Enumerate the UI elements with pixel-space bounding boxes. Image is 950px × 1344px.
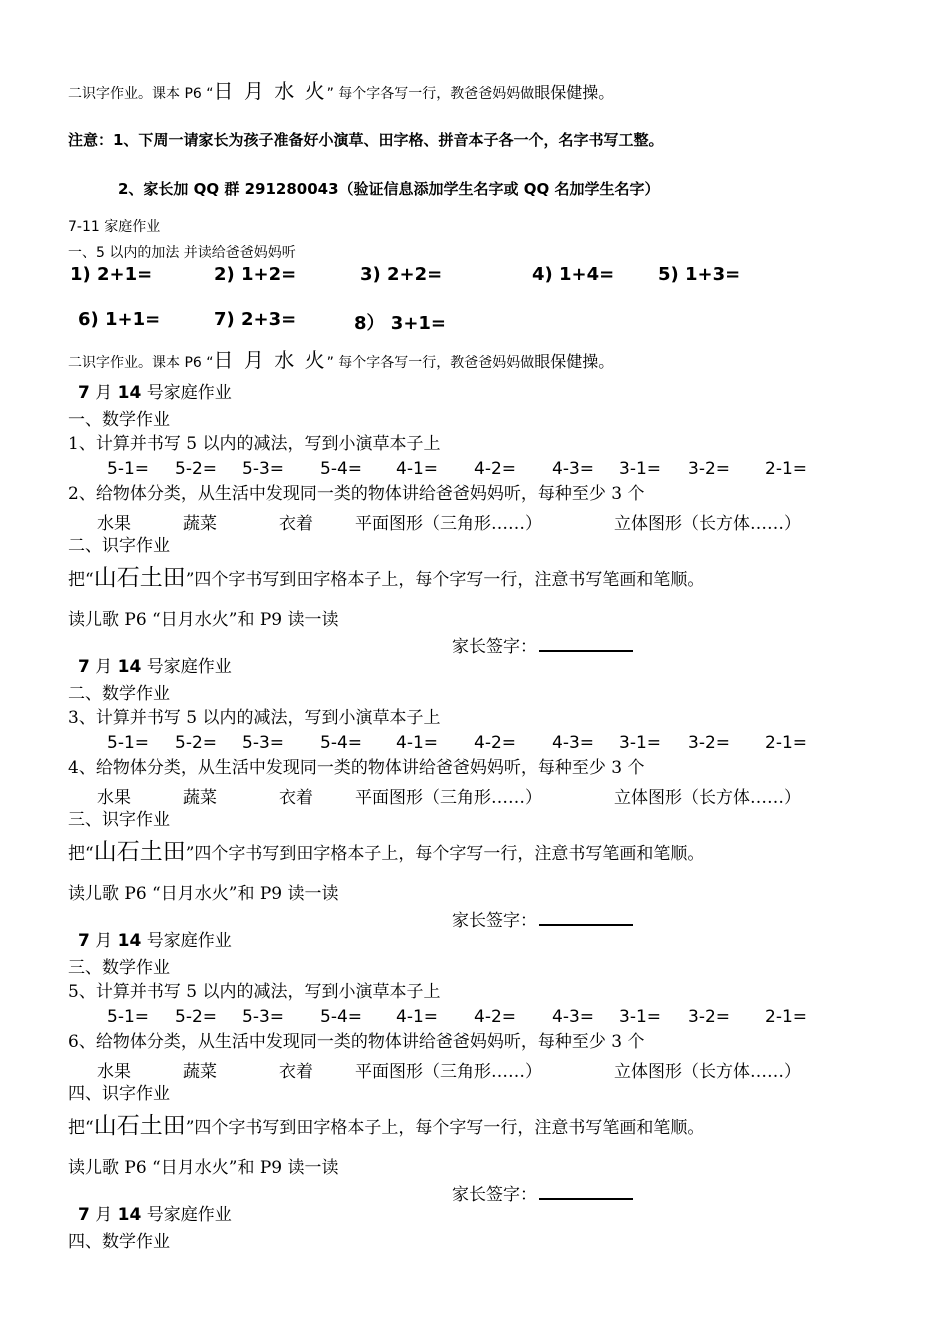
- hw-711-task2: [68, 348, 614, 372]
- subtraction-item: 5-2=: [175, 733, 218, 753]
- subtraction-item: 5-3=: [242, 1007, 285, 1027]
- title-suffix: 号家庭作业: [146, 931, 232, 951]
- addition-item: 1) 2+1=: [70, 264, 153, 285]
- subtraction-item: 5-1=: [107, 459, 150, 479]
- section-3-calc: 5、计算并书写 5 以内的减法，写到小演草本子上: [68, 982, 441, 1002]
- category-item: 衣着: [279, 1062, 313, 1082]
- subtraction-item: 4-3=: [552, 1007, 595, 1027]
- section-3-write: [68, 1113, 704, 1141]
- subtraction-item: 5-2=: [175, 459, 218, 479]
- category-item: 立体图形（长方体……）: [614, 514, 801, 534]
- title-num: 7: [78, 383, 90, 403]
- title-num: 7: [78, 657, 90, 677]
- subtraction-item: 3-2=: [688, 459, 731, 479]
- category-item: 蔬菜: [183, 788, 217, 808]
- addition-item: 7) 2+3=: [214, 309, 297, 330]
- title-suffix: 号家庭作业: [146, 1205, 232, 1225]
- category-item: 立体图形（长方体……）: [614, 788, 801, 808]
- section-3-parent-signature: [452, 1180, 633, 1205]
- category-item: 水果: [97, 1062, 131, 1082]
- subtraction-item: 5-4=: [320, 733, 363, 753]
- subtraction-item: 3-2=: [688, 1007, 731, 1027]
- subtraction-item: 5-1=: [107, 733, 150, 753]
- section-3-read: 读儿歌 P6 “日月水火”和 P9 读一读: [68, 1158, 339, 1178]
- category-item: 立体图形（长方体……）: [614, 1062, 801, 1082]
- intro-mid: ” 每个字各写一行，教爸爸妈妈做: [326, 86, 535, 102]
- write-suffix: ”四个字书写到田字格本子上，每个字写一行，注意书写笔画和笔顺。: [185, 570, 705, 590]
- addition-item: 5) 1+3=: [658, 264, 741, 285]
- section-2-math-heading: 二、数学作业: [68, 684, 170, 704]
- subtraction-item: 4-3=: [552, 459, 595, 479]
- notice-line-2: 2、家长加 QQ 群 291280043（验证信息添加学生名字或 QQ 名加学生名字）: [118, 180, 660, 198]
- subtraction-item: 3-1=: [619, 1007, 662, 1027]
- title-month: 月: [95, 383, 113, 403]
- category-item: 平面图形（三角形……）: [355, 788, 542, 808]
- subtraction-item: 4-1=: [396, 733, 439, 753]
- section-3-literacy-heading: 四、识字作业: [68, 1084, 170, 1104]
- section-4-math-heading: 四、数学作业: [68, 1232, 170, 1252]
- subtraction-item: 4-2=: [474, 733, 517, 753]
- sign-label: 家长签字：: [452, 1185, 537, 1205]
- category-item: 水果: [97, 788, 131, 808]
- section-1-classify: 2、给物体分类，从生活中发现同一类的物体讲给爸爸妈妈听，每种至少 3 个: [68, 484, 645, 504]
- sign-label: 家长签字：: [452, 637, 537, 657]
- subtraction-item: 3-1=: [619, 459, 662, 479]
- intro-chars: 日 月 水 火: [213, 79, 327, 103]
- category-item: 蔬菜: [183, 1062, 217, 1082]
- subtraction-item: 4-1=: [396, 459, 439, 479]
- signature-line[interactable]: [539, 636, 633, 652]
- sign-label: 家长签字：: [452, 911, 537, 931]
- write-prefix: 把“: [68, 570, 94, 590]
- hw-711-title: 7-11 家庭作业: [68, 219, 161, 235]
- addition-item: 3) 2+2=: [360, 264, 443, 285]
- subtraction-item: 4-2=: [474, 1007, 517, 1027]
- section-1-literacy-heading: 二、识字作业: [68, 536, 170, 556]
- subtraction-item: 2-1=: [765, 459, 808, 479]
- section-3-classify: 6、给物体分类，从生活中发现同一类的物体讲给爸爸妈妈听，每种至少 3 个: [68, 1032, 645, 1052]
- section-3-math-heading: 三、数学作业: [68, 958, 170, 978]
- section-1-read: 读儿歌 P6 “日月水火”和 P9 读一读: [68, 610, 339, 630]
- subtraction-item: 2-1=: [765, 733, 808, 753]
- write-prefix: 把“: [68, 844, 94, 864]
- section-1-write: [68, 565, 704, 593]
- section-4-title: [78, 1205, 232, 1225]
- subtraction-item: 5-3=: [242, 459, 285, 479]
- section-1-parent-signature: [452, 632, 633, 657]
- category-item: 水果: [97, 514, 131, 534]
- write-chars: 山石土田: [93, 839, 186, 865]
- subtraction-item: 5-1=: [107, 1007, 150, 1027]
- title-day: 14: [117, 383, 142, 403]
- subtraction-item: 4-1=: [396, 1007, 439, 1027]
- subtraction-item: 5-2=: [175, 1007, 218, 1027]
- hw-711-task1: 一、5 以内的加法 并读给爸爸妈妈听: [68, 245, 296, 261]
- section-2-write: [68, 839, 704, 867]
- signature-line[interactable]: [539, 910, 633, 926]
- write-chars: 山石土田: [93, 1113, 186, 1139]
- subtraction-item: 4-3=: [552, 733, 595, 753]
- intro-suffix: 眼保健操。: [534, 83, 615, 102]
- title-num: 7: [78, 931, 90, 951]
- write-prefix: 把“: [68, 1118, 94, 1138]
- addition-item: 8） 3+1=: [354, 313, 447, 334]
- section-2-title: [78, 657, 232, 677]
- title-suffix: 号家庭作业: [146, 383, 232, 403]
- notice-line-1: 注意：1、下周一请家长为孩子准备好小演草、田字格、拼音本子各一个，名字书写工整。: [68, 131, 664, 149]
- subtraction-item: 5-3=: [242, 733, 285, 753]
- category-item: 平面图形（三角形……）: [355, 1062, 542, 1082]
- section-2-literacy-heading: 三、识字作业: [68, 810, 170, 830]
- category-item: 蔬菜: [183, 514, 217, 534]
- section-2-read: 读儿歌 P6 “日月水火”和 P9 读一读: [68, 884, 339, 904]
- task2-suffix: 眼保健操。: [534, 352, 615, 371]
- category-item: 衣着: [279, 514, 313, 534]
- write-chars: 山石土田: [93, 565, 186, 591]
- title-month: 月: [95, 657, 113, 677]
- title-suffix: 号家庭作业: [146, 657, 232, 677]
- section-2-calc: 3、计算并书写 5 以内的减法，写到小演草本子上: [68, 708, 441, 728]
- section-2-parent-signature: [452, 906, 633, 931]
- subtraction-item: 3-2=: [688, 733, 731, 753]
- subtraction-item: 3-1=: [619, 733, 662, 753]
- section-1-calc: 1、计算并书写 5 以内的减法，写到小演草本子上: [68, 434, 441, 454]
- title-day: 14: [117, 931, 142, 951]
- title-num: 7: [78, 1205, 90, 1225]
- subtraction-item: 5-4=: [320, 1007, 363, 1027]
- addition-item: 2) 1+2=: [214, 264, 297, 285]
- section-1-title: [78, 383, 232, 403]
- subtraction-item: 4-2=: [474, 459, 517, 479]
- task2-prefix: 二识字作业。课本 P6 “: [68, 355, 214, 371]
- signature-line[interactable]: [539, 1184, 633, 1200]
- subtraction-item: 5-4=: [320, 459, 363, 479]
- addition-item: 6) 1+1=: [78, 309, 161, 330]
- category-item: 平面图形（三角形……）: [355, 514, 542, 534]
- title-day: 14: [117, 657, 142, 677]
- task2-chars: 日 月 水 火: [213, 348, 327, 372]
- addition-item: 4) 1+4=: [532, 264, 615, 285]
- title-month: 月: [95, 931, 113, 951]
- section-3-title: [78, 931, 232, 951]
- title-day: 14: [117, 1205, 142, 1225]
- intro-prefix: 二识字作业。课本 P6 “: [68, 86, 214, 102]
- task2-mid: ” 每个字各写一行，教爸爸妈妈做: [326, 355, 535, 371]
- write-suffix: ”四个字书写到田字格本子上，每个字写一行，注意书写笔画和笔顺。: [185, 844, 705, 864]
- section-1-math-heading: 一、数学作业: [68, 410, 170, 430]
- category-item: 衣着: [279, 788, 313, 808]
- subtraction-item: 2-1=: [765, 1007, 808, 1027]
- write-suffix: ”四个字书写到田字格本子上，每个字写一行，注意书写笔画和笔顺。: [185, 1118, 705, 1138]
- intro-literacy-line: [68, 79, 614, 103]
- section-2-classify: 4、给物体分类，从生活中发现同一类的物体讲给爸爸妈妈听，每种至少 3 个: [68, 758, 645, 778]
- title-month: 月: [95, 1205, 113, 1225]
